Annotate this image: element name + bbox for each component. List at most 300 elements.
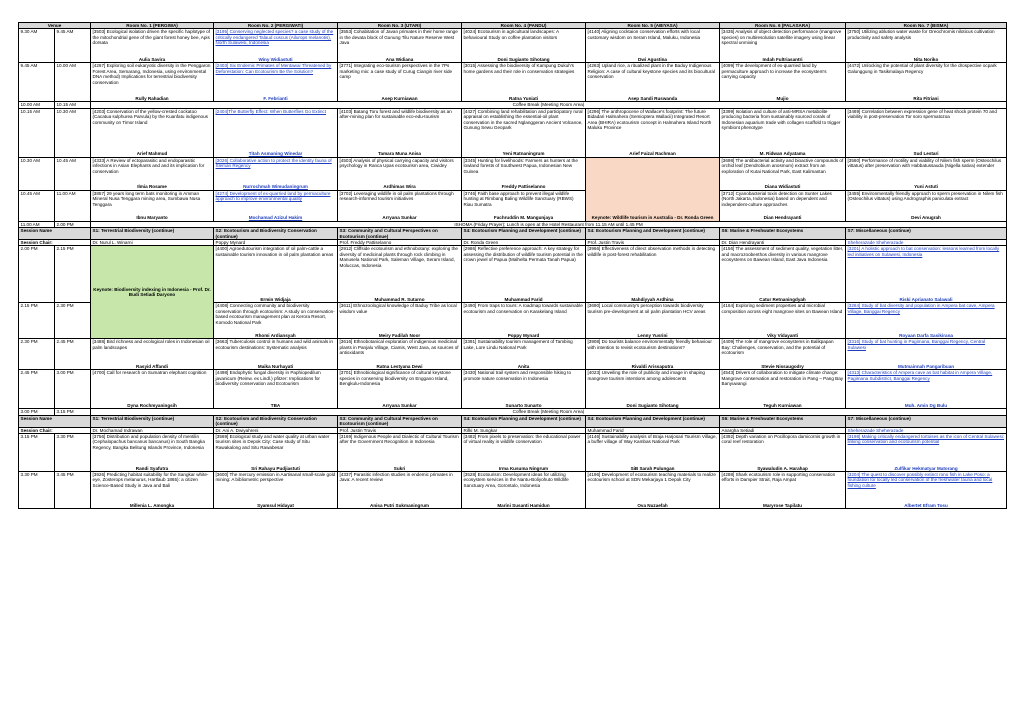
paper-title: [4498] Endophytic fungal diversity in Paphiopedilum javanicum (Reinw. ex Lindl.) pfitzer: Implications for biodiversity conservation and Ecotourism — [215, 370, 321, 387]
paper-cell — [846, 434, 1007, 472]
paper-content — [464, 29, 584, 62]
paper-author: Riski Aprianato Salawali — [899, 297, 953, 303]
room-header: Room No. 3 (UTARI) — [338, 23, 462, 29]
paper-author: Mahdiyyah Ardhina — [631, 297, 674, 303]
session-chair: Prof. Freddy Pattiselanno — [338, 240, 462, 246]
paper-title: [4156] The assessment of sediment quality, vegetation litter, and macrozoobenthos diversity in various mangrove ecosystems on Bawean Island, East Java Indonesia — [721, 246, 844, 263]
paper-cell — [720, 29, 846, 63]
paper-cell — [846, 472, 1007, 509]
session-name: S6: Marine & Freshwater Ecosystems — [720, 228, 846, 240]
room-header: Room No. 1 (PERGIWA) — [91, 23, 214, 29]
paper-author: Ermin Widjaja — [260, 297, 291, 303]
session-name: S7: Miscellaneous (continue) — [846, 415, 1007, 427]
paper-author: Dian Hendrayanti — [763, 215, 802, 221]
paper-author: Marini Susanti Hamidun — [497, 502, 550, 508]
paper-cell — [586, 29, 720, 63]
paper-title: [4296] The anthropocene of Wallace's footprint: The future Bidadari Halmahera (Semioptera Wallacii) Integrated Resort Area (BHIRA) ecotourism concept in Halmahera Island North Maluku Province — [587, 108, 712, 131]
time-start: 3.00 PM — [19, 409, 55, 415]
paper-content — [340, 246, 460, 302]
session-name: S1: Terrestrial Biodiversity (continue) — [91, 415, 214, 427]
paper-author: Meiry Fadilah Noor — [378, 333, 421, 339]
paper-title: [4103] Batang Toru forest and wildlife biodiversity as an after-mining plan for sustainable eco-edu-tourism — [339, 108, 452, 120]
paper-title: [4024] Ecotourism in agricultural landscapes: A behavioural Study on coffee plantation visitors — [463, 29, 559, 40]
paper-title: [3926] Predicting habitat suitability for the Sangkar white-eye, Zosterops melanurus, Hartlaub 1865): a citizen Science-Based Study in Java and Bali — [92, 472, 209, 488]
paper-author: Asep Sandi Ruswanda — [627, 96, 678, 101]
paper-title: [3750] Utilizing ablution water waste for Oreochromis niloticus cultivation productivity and safety analysis — [847, 29, 995, 40]
paper-cell — [586, 63, 720, 102]
paper-content — [93, 109, 212, 157]
paper-content — [848, 472, 1005, 508]
paper-title: [3169] Indigenous People and Dialectic of Cultural Tourism after the Government Recognition in Indonesia — [339, 434, 459, 445]
paper-cell — [214, 246, 338, 303]
paper-author: Syamsul Hidayat — [257, 502, 294, 508]
time-start: 10.45 AM — [19, 190, 55, 221]
paper-cell — [586, 370, 720, 409]
paper-title: [4267] Exploring soil eukaryotic diversity in the Penggaron Forest Area, Semarang, Indonesia, using environmental DNA method) Implications for terrestrial biodiversity conservation — [92, 63, 211, 85]
paper-title: [4400] Agroedutourism integration of oil palm-cattle a sustainable tourism innovation in oil palm plantation areas — [215, 246, 334, 257]
time-start: 3.15 PM — [19, 434, 55, 472]
paper-cell — [214, 434, 338, 472]
paper-content — [340, 191, 460, 221]
paper-title: [3908] Do tourists balance environmentally friendly behaviour with intention to revisit ecotourism destinations? — [587, 339, 712, 350]
paper-title: [4503] Analysis of physical carrying capacity and visitors psychology in Ranca Upas ecotourism area, Ciwidey — [339, 157, 454, 169]
paper-content — [216, 63, 336, 101]
session-chair: Rifki M. Sungkar — [462, 427, 586, 433]
paper-content — [848, 303, 1005, 338]
paper-author: Rhomi Ardiansyah — [255, 333, 296, 339]
paper-content — [464, 63, 584, 101]
paper-content — [216, 109, 336, 157]
paper-content — [848, 339, 1005, 369]
paper-content — [93, 158, 212, 190]
paper-author: Freddy Pattiselanno — [501, 184, 546, 190]
paper-author: Indah Fultriasantri — [762, 57, 803, 62]
paper-cell — [462, 303, 586, 339]
session-name: S4: Ecotourism Planning and Development (continue) — [462, 228, 586, 240]
paper-cell — [91, 63, 214, 102]
paper-cell — [462, 246, 586, 303]
paper-title: [3702] Leveraging wildlife in oil palm plantations through research-informed tourism initiatives — [339, 190, 454, 202]
paper-cell — [720, 370, 846, 409]
paper-author: Anisa Putri Sukmaningrum — [370, 502, 429, 508]
paper-title: [3560] Performance of motility and viability of Nilem fish sperm (Osteochilus vittatus) after preservation with Habbatussauda (Nigella sativa) extender — [847, 157, 1002, 169]
paper-content — [93, 339, 212, 369]
paper-author: Arief Mahmud — [136, 151, 168, 157]
paper-content — [848, 29, 1005, 62]
room-header: Room No. 6 (PALASARA) — [720, 23, 846, 29]
paper-author: Aulia Savira — [138, 57, 166, 62]
time-end: 2.00 PM — [55, 221, 91, 227]
paper-title: [4203] Conservation of the yellow-crested cockatoo (Cacatua sulphurea Parvula) by the Kuanfatu indigenous community on Timor Island — [92, 108, 208, 125]
paper-title: [2404]The Butterfly Effect: When Butterflies Go Extinct — [215, 108, 326, 114]
paper-title: [4472] Unlocking the potential of plant diversity for the drospective ocpark Galunggung in Tasikmalaya Regency — [847, 63, 997, 74]
paper-author: Arryana Sunkar — [382, 403, 417, 409]
time-start: 10.15 AM — [19, 108, 55, 157]
time-end: 3.30 PM — [55, 434, 91, 472]
paper-cell — [91, 108, 214, 157]
paper-title: [3553] Cohabitation of Javan primates in their home range in the devata block of Gunung Tilu Nature Reserve West Java — [339, 29, 458, 46]
paper-cell — [846, 339, 1007, 370]
time-end: 10.45 AM — [55, 157, 91, 190]
paper-author: Yuni Astuti — [914, 184, 938, 190]
paper-author: Nita Noriko — [913, 57, 939, 62]
paper-author: Ardhimas Wira — [383, 184, 416, 190]
paper-title: [3264] Study of bat diversity and population in Ampera bat cave, Ampera Village, Banggai Regency — [847, 303, 995, 314]
paper-cell — [846, 108, 1007, 157]
paper-content — [93, 191, 212, 221]
paper-author: Sunarto Sunarto — [505, 403, 542, 409]
paper-author: Nurrochmah Wimudaningrum — [243, 184, 308, 190]
time-start: 2.45 PM — [19, 370, 55, 409]
paper-title: [3569] Ecological study and water quality at urban water tourism sites in Depok City: Case study of Situ Rawakalong and Situ Rawabesar — [215, 434, 330, 450]
paper-title: [4700] Call for research on Sumatran elephant cognition — [92, 370, 207, 376]
paper-content — [216, 472, 336, 508]
time-end: 3.00 PM — [55, 370, 91, 409]
paper-cell — [214, 370, 338, 409]
paper-cell — [91, 190, 214, 221]
session-chair: Anargha Setiadi — [720, 427, 846, 433]
paper-cell — [462, 157, 586, 190]
paper-content — [848, 246, 1005, 302]
paper-title: [3857] 29 years long term bats monitoring in Amman Mineral Nusa Tenggara mining area, Sumbawa Nusa Tenggara — [92, 190, 201, 207]
paper-content — [340, 370, 460, 408]
time-start: 10.00 AM — [19, 102, 55, 108]
paper-content — [722, 246, 844, 302]
paper-author: Maryrose Tapilatu — [763, 502, 802, 508]
session-name: S3: Community and Cultural Perspectives on Ecotourism (continue) — [338, 415, 462, 427]
paper-title: [3195] Conserving neglected species? a case study of the critically endangered Talaud cuscus (Ailurops melanotis), North Sulawesi, Indonesia — [215, 29, 334, 46]
paper-content — [588, 472, 718, 508]
paper-content — [722, 29, 844, 62]
paper-author: Syawaludin A. Harahap — [757, 465, 808, 471]
paper-cell — [214, 472, 338, 509]
paper-title: [3455] Environmentally friendly approach to sperm preservation in Nilem fish (Osteochilus vittatus) using Andrographis paniculata extract — [847, 190, 1003, 202]
paper-title: [3391] Sustainability tourism management of Tambing Lake, Lore Lindu National Park — [463, 339, 573, 350]
paper-cell — [586, 339, 720, 370]
paper-cell — [720, 434, 846, 472]
paper-content — [464, 339, 584, 369]
paper-content — [464, 191, 584, 221]
session-chair: Sheherazade Sheherazade — [846, 427, 1007, 433]
paper-title: [3600] The mercury emission in Aartisanal small-scale gold mining: A bibliometric perspective — [215, 472, 336, 483]
paper-cell — [91, 29, 214, 63]
paper-content — [340, 303, 460, 338]
paper-cell — [462, 472, 586, 509]
paper-content — [722, 63, 844, 101]
paper-cell — [720, 472, 846, 509]
paper-author: Catur Retnaningdyah — [759, 297, 806, 303]
paper-content — [464, 246, 584, 302]
session-chair: Poppy Mynard — [214, 240, 338, 246]
paper-cell — [338, 303, 462, 339]
paper-author: Rully Rahadian — [135, 96, 169, 101]
paper-author: Ova Nuzaefah — [637, 502, 668, 508]
paper-author: Anita — [517, 364, 530, 370]
paper-author: Lenny Yusrini — [637, 333, 668, 339]
paper-content — [588, 303, 718, 338]
paper-content — [464, 303, 584, 338]
paper-title: [2912] Cliffside ecotourism and ethnobotany: exploring the diversity of medicinal plants through rock climbing in Manusela National Park, Saleman Village, Seram Island, Moluccas, Indonesia — [339, 246, 458, 268]
session-chair: Dr. Dian Hendrayanti — [720, 240, 846, 246]
paper-cell — [720, 246, 846, 303]
paper-content — [722, 434, 844, 471]
paper-content — [216, 191, 336, 221]
paper-cell — [214, 339, 338, 370]
paper-author: Sri Rahayu Pudjiastuti — [251, 465, 300, 471]
time-start: 2.30 PM — [19, 339, 55, 370]
paper-content — [722, 191, 844, 221]
time-end: 10.15 AM — [55, 102, 91, 108]
paper-title: [3712] Cyanobacterial toxin detection on Sunter Lakes (North Jakarta, Indonesia) based on dependent and independent-culture approaches — [721, 190, 832, 207]
paper-title: [2403] Six Endemic Primates of Mentawai Threatened by Deforestation: Can Ecotourism Be the Solution? — [215, 63, 332, 74]
paper-content — [722, 158, 844, 190]
paper-title: [3488] Bird richness and ecological roles in Indonesian oil palm landscapes — [92, 339, 210, 350]
room-header: Room No. 2 (PERGIWATI) — [214, 23, 338, 29]
paper-cell — [214, 63, 338, 102]
paper-author: Ilmia Rosame — [137, 184, 167, 190]
paper-content — [216, 370, 336, 408]
paper-author: F. Febrianti — [263, 96, 288, 101]
session-chair: Dr. Nurul L. Winarni — [91, 240, 214, 246]
session-name-label: Session Name — [19, 415, 91, 427]
paper-cell — [91, 157, 214, 190]
time-slot-row — [19, 246, 1007, 303]
time-end: 10.30 AM — [55, 108, 91, 157]
paper-title: [4313] Characteristics of Ampera cave as bat habitat in Ampera Village, Pagimana Subdistrict, Banggai Regency — [847, 370, 993, 381]
paper-cell — [846, 63, 1007, 102]
paper-title: [3611] Ethnozoological knowledge of Baduy Tribe as local wisdom value — [339, 303, 457, 314]
paper-content — [464, 109, 584, 157]
paper-author: Muh. Amin Dg Bulu — [904, 403, 948, 409]
paper-author: Viky Vidayanti — [767, 333, 798, 339]
paper-cell — [846, 246, 1007, 303]
paper-author: Muhammad R. Sutarno — [374, 297, 425, 303]
paper-content — [93, 472, 212, 508]
paper-content — [340, 472, 460, 508]
paper-content — [848, 158, 1005, 190]
paper-title: [3746] Faith base approach to prevent illegal wildlife hunting at Rimbang Baling Wildlife Sanctuary (RBWS) Riau Sumatra — [463, 190, 574, 207]
paper-cell — [91, 370, 214, 409]
paper-content — [464, 434, 584, 471]
paper-cell — [462, 29, 586, 63]
paper-title: [4337] Parasitic infection studies in endemic primates in Java: A recent review — [339, 472, 453, 483]
paper-content — [588, 339, 718, 369]
paper-title: [4392] Depth variation on Pocillopora damicornis growth in coral reef restoration — [721, 434, 841, 445]
paper-cell — [462, 434, 586, 472]
paper-cell — [338, 370, 462, 409]
paper-title: [4408] Connecting community and biodiversity conservation through ecotourism: A study on conservation-based ecotourism management plan at Kerora Resort, Komodo National Park — [215, 303, 335, 325]
paper-author: Asep Kurniawan — [381, 96, 418, 101]
paper-title: [3435] Analysis of object detection performance (mangrove species) on multiresolution satellite imagery using linear spectral unmixing — [721, 29, 842, 46]
paper-title: [3015] Assessing the biodiversity of Kampung Dukuh's home gardens and their role in conservation strategies — [463, 63, 575, 74]
paper-cell — [338, 29, 462, 63]
paper-content — [340, 29, 460, 62]
paper-cell — [338, 157, 462, 190]
paper-author: Royaan Darfa Sasikirana — [899, 333, 953, 339]
paper-content — [588, 246, 718, 302]
paper-author: Albertet Efram Tosu — [904, 502, 948, 508]
paper-content — [216, 158, 336, 190]
room-header: Room No. 4 (PANDU) — [462, 23, 586, 29]
time-slot-row — [19, 108, 1007, 157]
paper-title: [3345] Hunting for livelihoods: Farmers as hunters at the lowland forests of Southwest Papua, Indonesian New Guinea — [463, 157, 578, 174]
time-start: 9.45 AM — [19, 63, 55, 102]
paper-author: Mujio — [776, 96, 789, 101]
paper-content — [340, 158, 460, 190]
paper-content — [216, 434, 336, 471]
paper-cell — [338, 434, 462, 472]
paper-content — [722, 370, 844, 408]
break-label: Coffee Break (Meeting Room Area) — [91, 409, 1007, 415]
paper-author: Ibnu Maryanto — [136, 215, 168, 221]
time-start: 9.30 AM — [19, 29, 55, 63]
paper-title: [4099] The development of ex-quarried land by permaculture approach to increase the ecosystem's carrying capacity — [721, 63, 827, 80]
paper-content — [340, 63, 460, 101]
session-chair: Prof. Justin Travis — [586, 240, 720, 246]
paper-title: [3026] Collaborative action to protect the identity fauna of Sleman Regency — [215, 157, 332, 169]
paper-title: [3503] Ecological isolation driven the specific haplotype of the mitochondrial gene of the giant forest honey bee, Apis dorsata — [92, 29, 210, 46]
paper-content — [216, 29, 336, 62]
time-slot-row — [19, 190, 1007, 221]
paper-cell — [720, 190, 846, 221]
paper-content — [848, 109, 1005, 157]
paper-cell — [338, 108, 462, 157]
paper-author: Mochamad Azizul Hakim — [248, 215, 303, 221]
paper-title: [2490] From traps to tours: A roadmap towards sustainable ecotourism and conservation on Karakelang Island — [463, 303, 583, 314]
paper-cell — [720, 63, 846, 102]
paper-title: [3482] From pixels to preservation: the educational power of virtual reality in wildlife conservation — [463, 434, 581, 445]
paper-title: [3771] Integrating eco-tourism perspectives in the 7Ps marketing mix: a case study of Curug Ciangin river side camp — [339, 63, 453, 80]
paper-title: [3690] Local community's perception towards biodiversity tourism pre-development at oil palm plantation HCV areas — [587, 303, 706, 314]
keynote-cell: Keynote: Biodiversity indexing in Indonesia - Prof. Dr. Budi Setiadi Daryono — [91, 246, 214, 339]
paper-author: Ratna Yuniati — [509, 96, 539, 101]
paper-cell — [846, 29, 1007, 63]
paper-author: TBA — [270, 403, 281, 409]
paper-author: Arryana Sunkar — [382, 215, 417, 221]
time-start: 2.00 PM — [19, 246, 55, 303]
paper-author: Doni Sugianto Sihotang — [626, 403, 679, 409]
paper-author: Doni Sugianto Sihotang — [497, 57, 550, 62]
paper-author: Randi Syafutra — [135, 465, 169, 471]
paper-title: [4164] Exploring sediment properties and microbial composition across eight mangrove sites on Bawean Island — [721, 303, 843, 314]
paper-title: [3469] Correlation between expression gene of heat shock protein 70 and viability in post-preservation Tor soro spermatozoa — [847, 108, 997, 120]
time-end: 2.15 PM — [55, 246, 91, 303]
paper-cell — [846, 157, 1007, 190]
paper-title: [3430] National trail system and responsible hiking to promote nature conservation in Indonesia — [463, 370, 572, 381]
conference-schedule-table — [18, 22, 1007, 509]
room-header: Room No. 5 (ABIYASA) — [586, 23, 720, 29]
time-slot-row — [19, 29, 1007, 63]
paper-cell — [720, 157, 846, 190]
session-chair: Dr. Ronda Green — [462, 240, 586, 246]
paper-cell — [586, 246, 720, 303]
paper-cell — [720, 303, 846, 339]
time-start: 2.15 PM — [19, 303, 55, 339]
paper-author: Arief Faizal Rachman — [629, 151, 676, 157]
paper-cell — [720, 339, 846, 370]
paper-author: Dwi Agustina — [638, 57, 667, 62]
paper-title: [4263] Upland rice, a ritualized plant in the Baduy Indigenous Religion: A case of cultural keystone species and its biocultural conservation — [587, 63, 715, 80]
paper-title: [4196] Development of ecotourism teaching materials to realize ecotourism school at SDN Mekarjaya 1 Depok City — [587, 472, 716, 483]
time-end: 3.15 PM — [55, 409, 91, 415]
paper-title: [3663] Tuberculosis control in humans and wild animals in ecotourism destinations: Systematic analysis — [215, 339, 333, 350]
time-slot-row — [19, 157, 1007, 190]
paper-cell — [338, 190, 462, 221]
paper-cell — [214, 190, 338, 221]
break-label: ISHOMA (Friday Prayer); Lunch is open at the Hotel Restaurant from 11.15 AM until 1.45 PM — [91, 221, 1007, 227]
paper-author: Stevie Nissaugodry — [761, 364, 804, 370]
keynote-cell: Keynote: Wildlife tourism in Australia - Dr. Ronda Green — [586, 157, 720, 221]
paper-cell — [462, 190, 586, 221]
paper-content — [93, 29, 212, 62]
paper-cell — [462, 370, 586, 409]
paper-cell — [846, 190, 1007, 221]
paper-author: Tamara Muna Anisa — [378, 151, 421, 157]
session-chair-label: Session Chair: — [19, 240, 91, 246]
session-name-label: Session Name — [19, 228, 91, 240]
paper-title: [3201] A holistic approach to bat conservation: lessons learned from locally led initiatives on Sulawesi, Indonesia — [847, 246, 1000, 257]
paper-cell — [586, 303, 720, 339]
session-name: S4: Ecotourism Planning and Development (continue) — [586, 415, 720, 427]
paper-title: [3966] Effectiveness of direct observation methods in detecting wildlife in post-forest rehabilitation — [587, 246, 716, 257]
paper-cell — [338, 246, 462, 303]
paper-content — [848, 63, 1005, 101]
session-name: S7: Miscellaneous (continue) — [846, 228, 1007, 240]
session-name: S4: Ecotourism Planning and Development (continue) — [586, 228, 720, 240]
paper-author: Muhammad Farid — [504, 297, 543, 303]
session-chair: Dr. Ani A. Dwiyahreni — [214, 427, 338, 433]
session-chair: Dr. Mochamad Indrawan — [91, 427, 214, 433]
paper-title: [3316] Study of bat hunting in Pagimana, Banggai Regency, Central Sulawesi — [847, 339, 986, 350]
paper-title: [3701] Ethnobiological significance of cultural keystone species in conserving biodiversity on Enggano Island, Bengkulu-Indonesia — [339, 370, 451, 387]
paper-cell — [462, 63, 586, 102]
time-start: 11.00 AM — [19, 221, 55, 227]
time-slot-row — [19, 434, 1007, 472]
paper-content — [848, 191, 1005, 221]
paper-cell — [91, 472, 214, 509]
paper-cell — [338, 339, 462, 370]
paper-cell — [214, 303, 338, 339]
paper-title: [4288] Shark ecotourism role in supporting conservation efforts in Dampier Strait, Raja Ampat — [721, 472, 836, 483]
paper-cell — [91, 434, 214, 472]
paper-cell — [338, 63, 462, 102]
time-end: 2.30 PM — [55, 303, 91, 339]
session-name-row — [19, 415, 1007, 427]
time-end: 11.00 AM — [55, 190, 91, 221]
paper-cell — [214, 157, 338, 190]
paper-content — [464, 472, 584, 508]
paper-title: [2986] Reflective preference approach: A key strategy for assessing the distribution of wildlife tourism potential in the crown jewel of Papua (Malhelta Permata Tanah Papua) — [463, 246, 583, 263]
paper-content — [464, 158, 584, 190]
session-name: S3: Community and Cultural Perspectives on Ecotourism (continue) — [338, 228, 462, 240]
paper-author: Zulfikar Hekmatyar Matorang — [894, 465, 958, 471]
paper-author: Yeni Ratnaningrum — [502, 151, 545, 157]
paper-content — [93, 434, 212, 471]
paper-cell — [720, 108, 846, 157]
time-end: 9.45 AM — [55, 29, 91, 63]
paper-author: Rasyid Affandi — [136, 364, 169, 370]
paper-title: [4427] Combining land rehabilitation and participatory rural appraisal on establishing the essential-oil plant conservation in the sacred Nglanggeran Ancient Volcanoe, Gunung Sewu Geopark — [463, 108, 583, 131]
paper-author: Ana Widiana — [385, 57, 414, 62]
paper-cell — [338, 472, 462, 509]
paper-cell — [586, 434, 720, 472]
paper-content — [848, 370, 1005, 408]
time-start: 10.30 AM — [19, 157, 55, 190]
paper-content — [216, 246, 336, 302]
paper-author: Poppy Mynard — [507, 333, 540, 339]
paper-author: Titah Asmaning Winedar — [248, 151, 303, 157]
paper-content — [93, 63, 212, 101]
